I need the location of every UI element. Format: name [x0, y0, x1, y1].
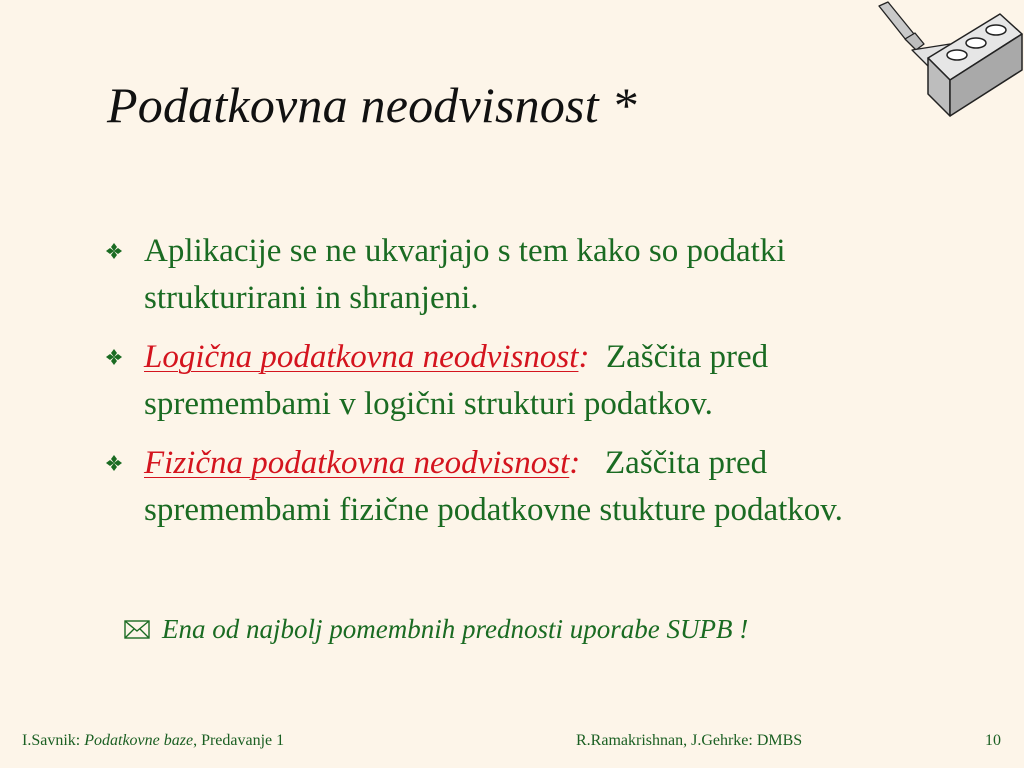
bullet-text: Zaščita pred spremembami v logični strukturi podatkov. [144, 339, 769, 422]
note-text: Ena od najbolj pomembnih prednosti uporabe SUPB ! [162, 614, 749, 644]
bullet-text: Aplikacije se ne ukvarjajo s tem kako so podatki strukturirani in shranjeni. [144, 233, 786, 316]
envelope-icon [124, 620, 150, 639]
bullet-text: Zaščita pred spremembami fizične podatkovne stukture podatkov. [144, 445, 843, 528]
footer-left [22, 732, 284, 750]
footer-center: R.Ramakrishnan, J.Gehrke: DMBS [576, 732, 803, 749]
bullet-list [105, 228, 935, 546]
diamond-bullet-icon [105, 348, 123, 366]
bullet-item [105, 228, 935, 322]
footer-author: I.Savnik: [22, 732, 81, 749]
brick-trowel-logo [872, 0, 1024, 118]
bullet-term-suffix: : [569, 445, 581, 481]
page-number: 10 [985, 732, 1001, 749]
footer-course: Podatkovne baze [84, 732, 194, 749]
bullet-item [105, 440, 935, 534]
bullet-term: Logična podatkovna neodvisnost [144, 339, 579, 375]
diamond-bullet-icon [105, 454, 123, 472]
bullet-term-suffix: : [578, 339, 590, 375]
slide-note [124, 614, 748, 645]
slide-title: Podatkovna neodvisnost * [107, 77, 637, 133]
footer-lecture: , Predavanje 1 [193, 732, 285, 749]
bullet-item [105, 334, 935, 428]
diamond-bullet-icon [105, 242, 123, 260]
bullet-term: Fizična podatkovna neodvisnost [144, 445, 570, 481]
